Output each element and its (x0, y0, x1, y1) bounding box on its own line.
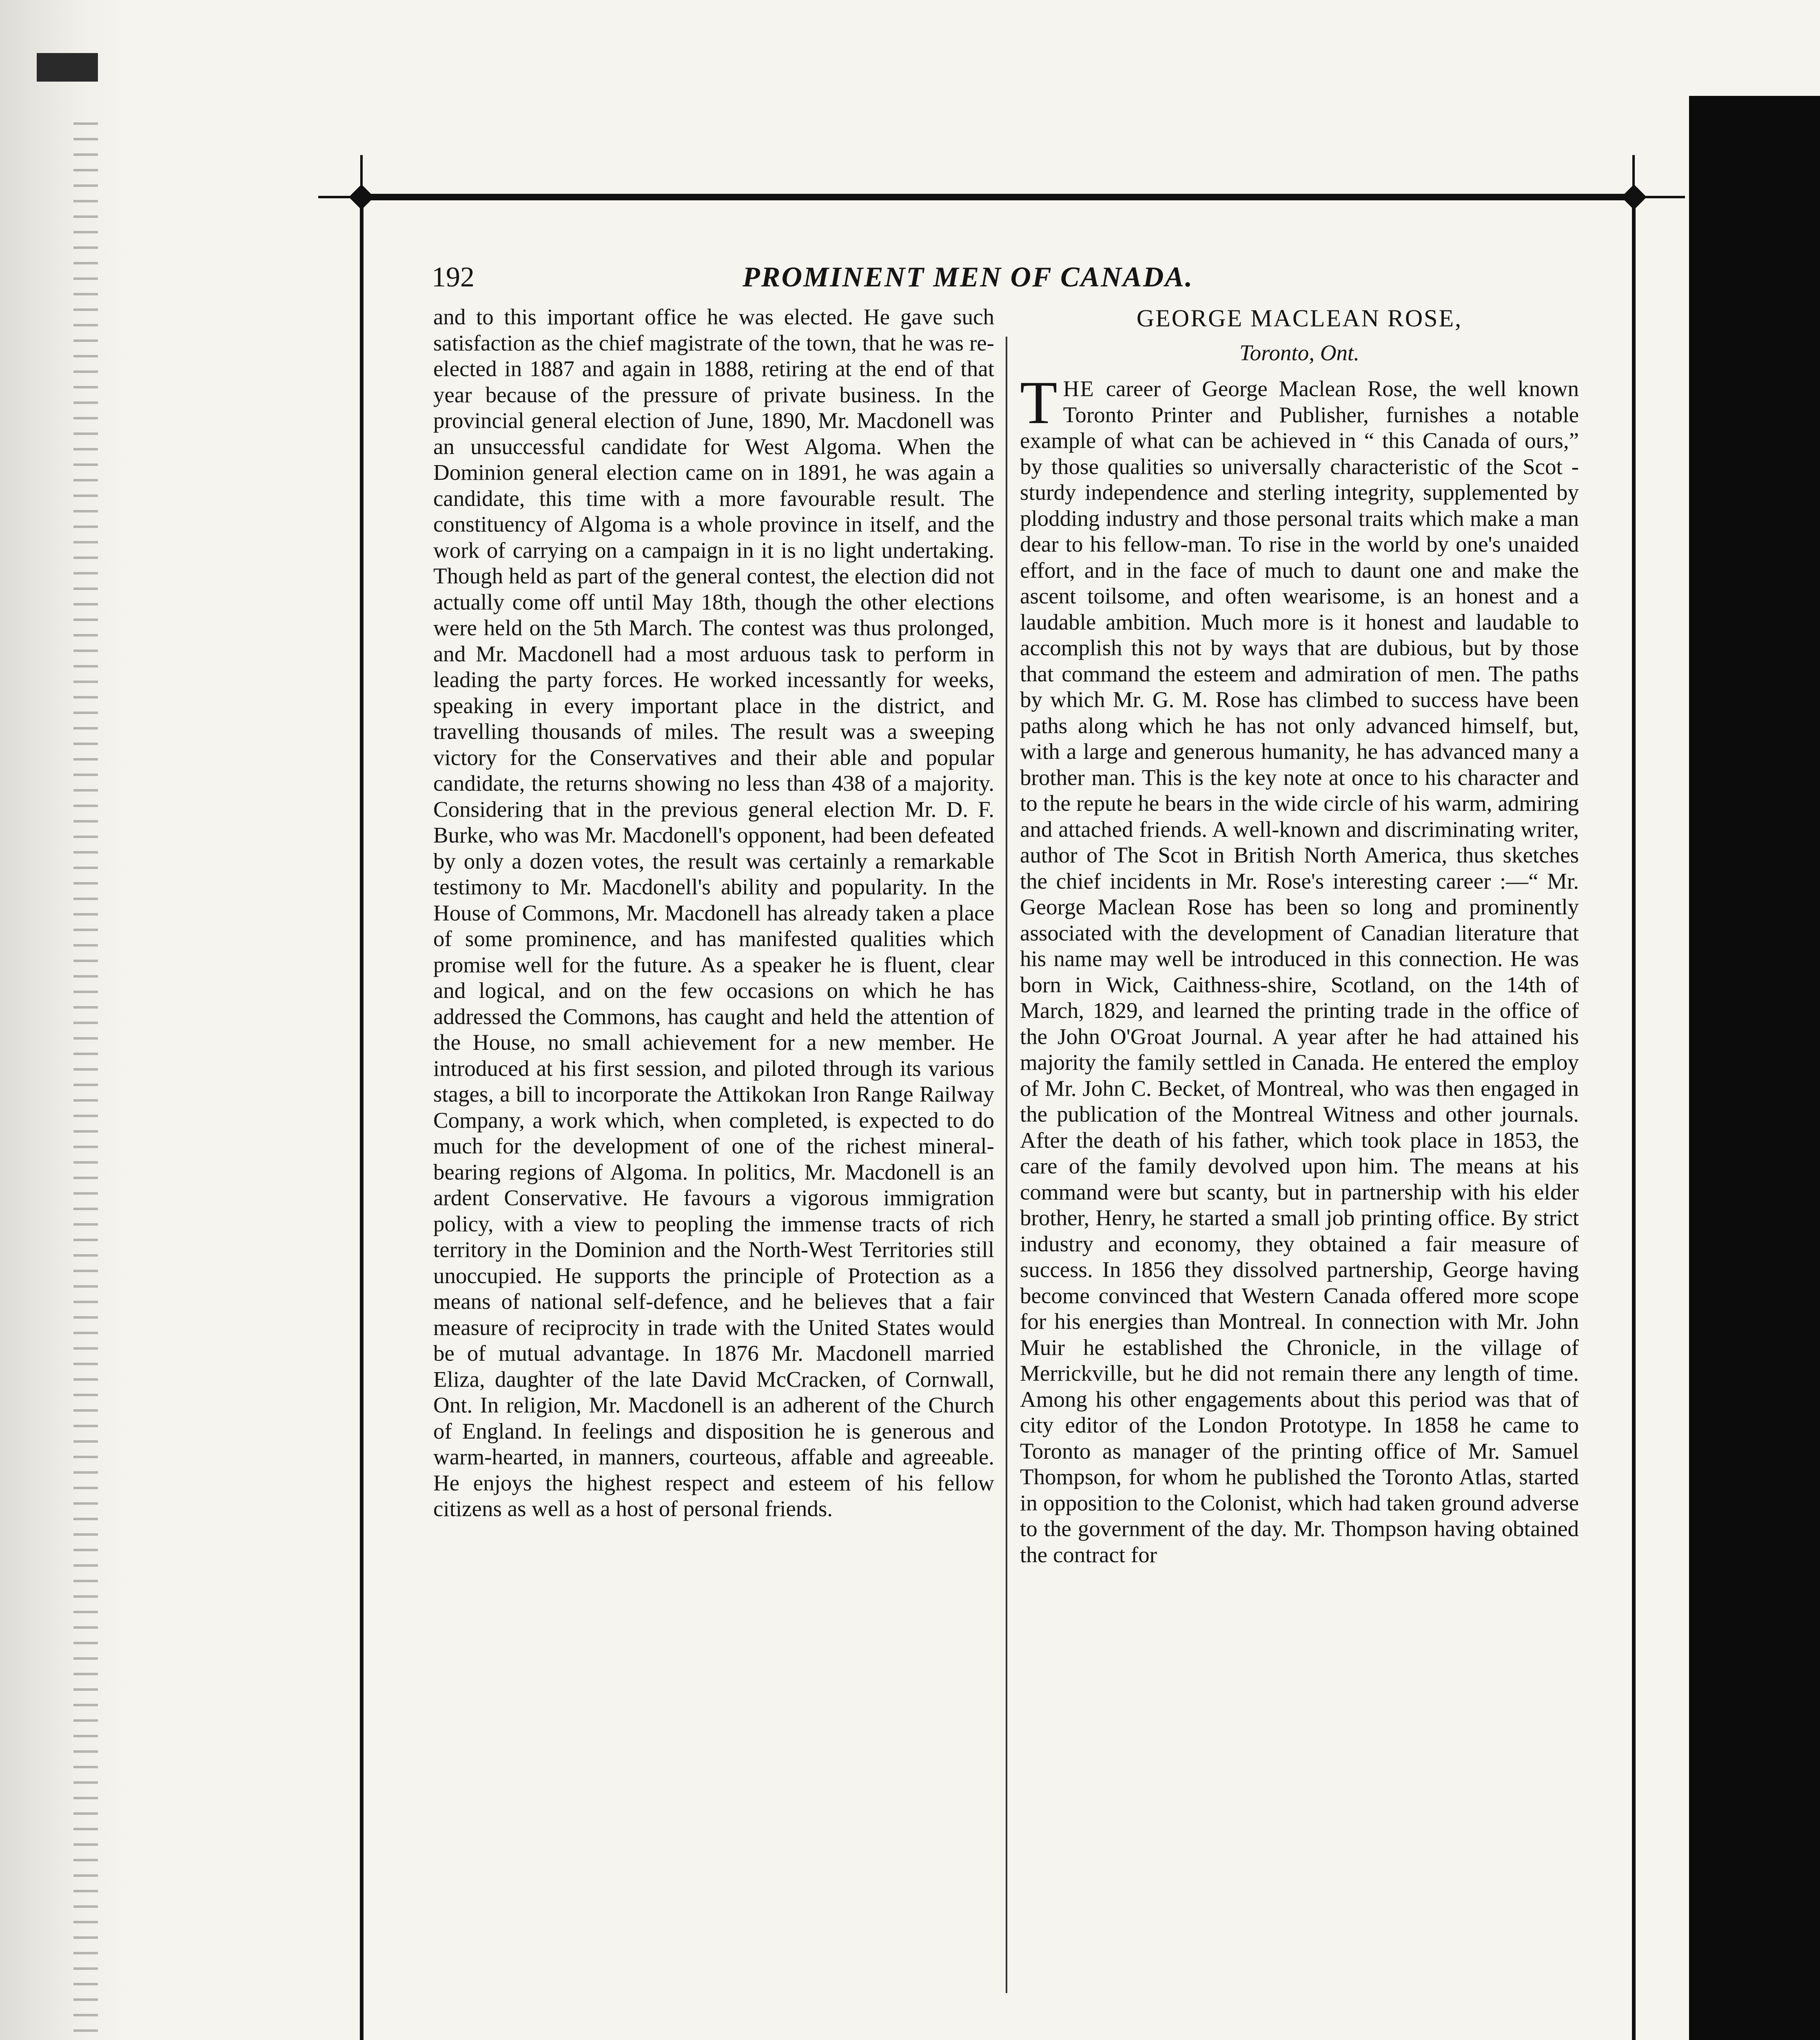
right-column (1020, 304, 1579, 2013)
biography-title: GEORGE MACLEAN ROSE, (1136, 305, 1463, 332)
left-column (433, 304, 994, 2013)
corner-ornament (1621, 184, 1647, 210)
biography-body: career of George Maclean Rose, the well known Toronto Printer and Publisher, furnishes a notable example of what can be achieved in “ this Canada of ours,” by those qualities so universally characteristic of the Scot - sturdy independence and sterling integrity, supplemented by plodding industry and those personal traits which make a man dear to his fellow-man. To rise in the world by one's unaided effort, and in the face of much to daunt one and make the ascent toilsome, and often wearisome, is an honest and a laudable ambition. Much more is it honest and laudable to accomplish this not by ways that are dubious, but by those that command the esteem and admiration of men. The paths by which Mr. G. M. Rose has climbed to success have been paths along which he has not only advanced himself, but, with a large and generous humanity, he has advanced many a brother man. This is the key note at once to his character and to the repute he bears in the wide circle of his warm, admiring and attached friends. A well-known and discriminating writer, author of The Scot in British North America, thus sketches the chief incidents in Mr. Rose's interesting career :—“ Mr. George Maclean Rose has been so long and prominently associated with the development of Canadian literature that his name may well be introduced in this connection. He was born in Wick, Caithness-shire, Scotland, on the 14th of March, 1829, and learned the printing trade in the office of the John O'Groat Journal. A year after he had attained his majority the family settled in Canada. He entered the employ of Mr. John C. Becket, of Montreal, who was then engaged in the publication of the Montreal Witness and other journals. After the death of his father, which took place in 1853, the care of the family devolved upon him. The means at his command were but scanty, but in partnership with his elder brother, Henry, he started a small job printing office. By strict industry and economy, they obtained a fair measure of success. In 1856 they dissolved partnership, George having become convinced that Western Canada offered more scope for his energies than Montreal. In connection with Mr. John Muir he established the Chronicle, in the village of Merrickville, but he did not remain there any length of time. Among his other engagements about this period was that of city editor of the London Prototype. In 1858 he came to Toronto as manager of the printing office of Mr. Samuel Thompson, for whom he published the Toronto Atlas, started in opposition to the Colonist, which had taken ground adverse to the government of the day. Mr. Thompson having obtained the contract for (1020, 376, 1579, 1567)
column-divider (1006, 337, 1007, 1993)
drop-cap: T (1020, 369, 1057, 437)
ornament-dash (1644, 196, 1685, 198)
frame-rule-right (1632, 204, 1636, 2040)
scan-edge-marks (73, 122, 98, 2040)
corner-ornament (349, 184, 374, 210)
biography-text (1020, 369, 1579, 1568)
scan-shadow-left (0, 0, 135, 2040)
left-column-text: and to this important office he was elected. He gave such satisfaction as the chief magistrate of the town, that he was re-elected in 1887 and again in 1888, retiring at the end of that year because of the pressure of private business. In the provincial general election of June, 1890, Mr. Macdonell was an unsuccessful candidate for West Algoma. When the Dominion general election came on in 1891, he was again a candidate, this time with a more favourable result. The constituency of Algoma is a whole province in itself, and the work of carrying on a campaign in it is no light undertaking. Though held as part of the general contest, the election did not actually come off until May 18th, though the other elections were held on the 5th March. The contest was thus prolonged, and Mr. Macdonell had a most arduous task to perform in leading the party forces. He worked incessantly for weeks, speaking in every important place in the district, and travelling thousands of miles. The result was a sweeping victory for the Conservatives and their able and popular candidate, the returns showing no less than 438 of a majority. Considering that in the previous general election Mr. D. F. Burke, who was Mr. Macdonell's opponent, had been defeated by only a dozen votes, the result was certainly a remarkable testimony to Mr. Macdonell's ability and popularity. In the House of Commons, Mr. Macdonell has already taken a place of some prominence, and has manifested qualities which promise well for the future. As a speaker he is fluent, clear and logical, and on the few occasions on which he has addressed the Commons, has caught and held the attention of the House, no small achievement for a new member. He introduced at his first session, and piloted through its various stages, a bill to incorporate the Attikokan Iron Range Railway Company, a work which, when completed, is expected to do much for the development of one of the richest mineral-bearing regions of Algoma. In politics, Mr. Macdonell is an ardent Conservative. He favours a vigorous immigration policy, with a view to peopling the immense tracts of rich territory in the Dominion and the North-West Territories still unoccupied. He supports the principle of Protection as a means of national self-defence, and he believes that a fair measure of reciprocity in trade with the United States would be of mutual advantage. In 1876 Mr. Macdonell married Eliza, daughter of the late David McCracken, of Cornwall, Ont. In religion, Mr. Macdonell is an adherent of the Church of England. In feelings and disposition he is generous and warm-hearted, in manners, courteous, affable and agreeable. He enjoys the highest respect and esteem of his fellow citizens as well as a host of personal friends. (433, 304, 994, 1521)
lead-word: HE (1063, 376, 1095, 401)
frame-rule-top (355, 194, 1636, 200)
biography-location: Toronto, Ont. (1239, 340, 1359, 365)
running-title: PROMINENT MEN OF CANADA. (743, 262, 1194, 293)
page-number: 192 (432, 262, 474, 293)
scan-shadow-right (1689, 96, 1820, 2040)
scan-edge-block (37, 53, 98, 82)
frame-rule-left (360, 204, 364, 2040)
